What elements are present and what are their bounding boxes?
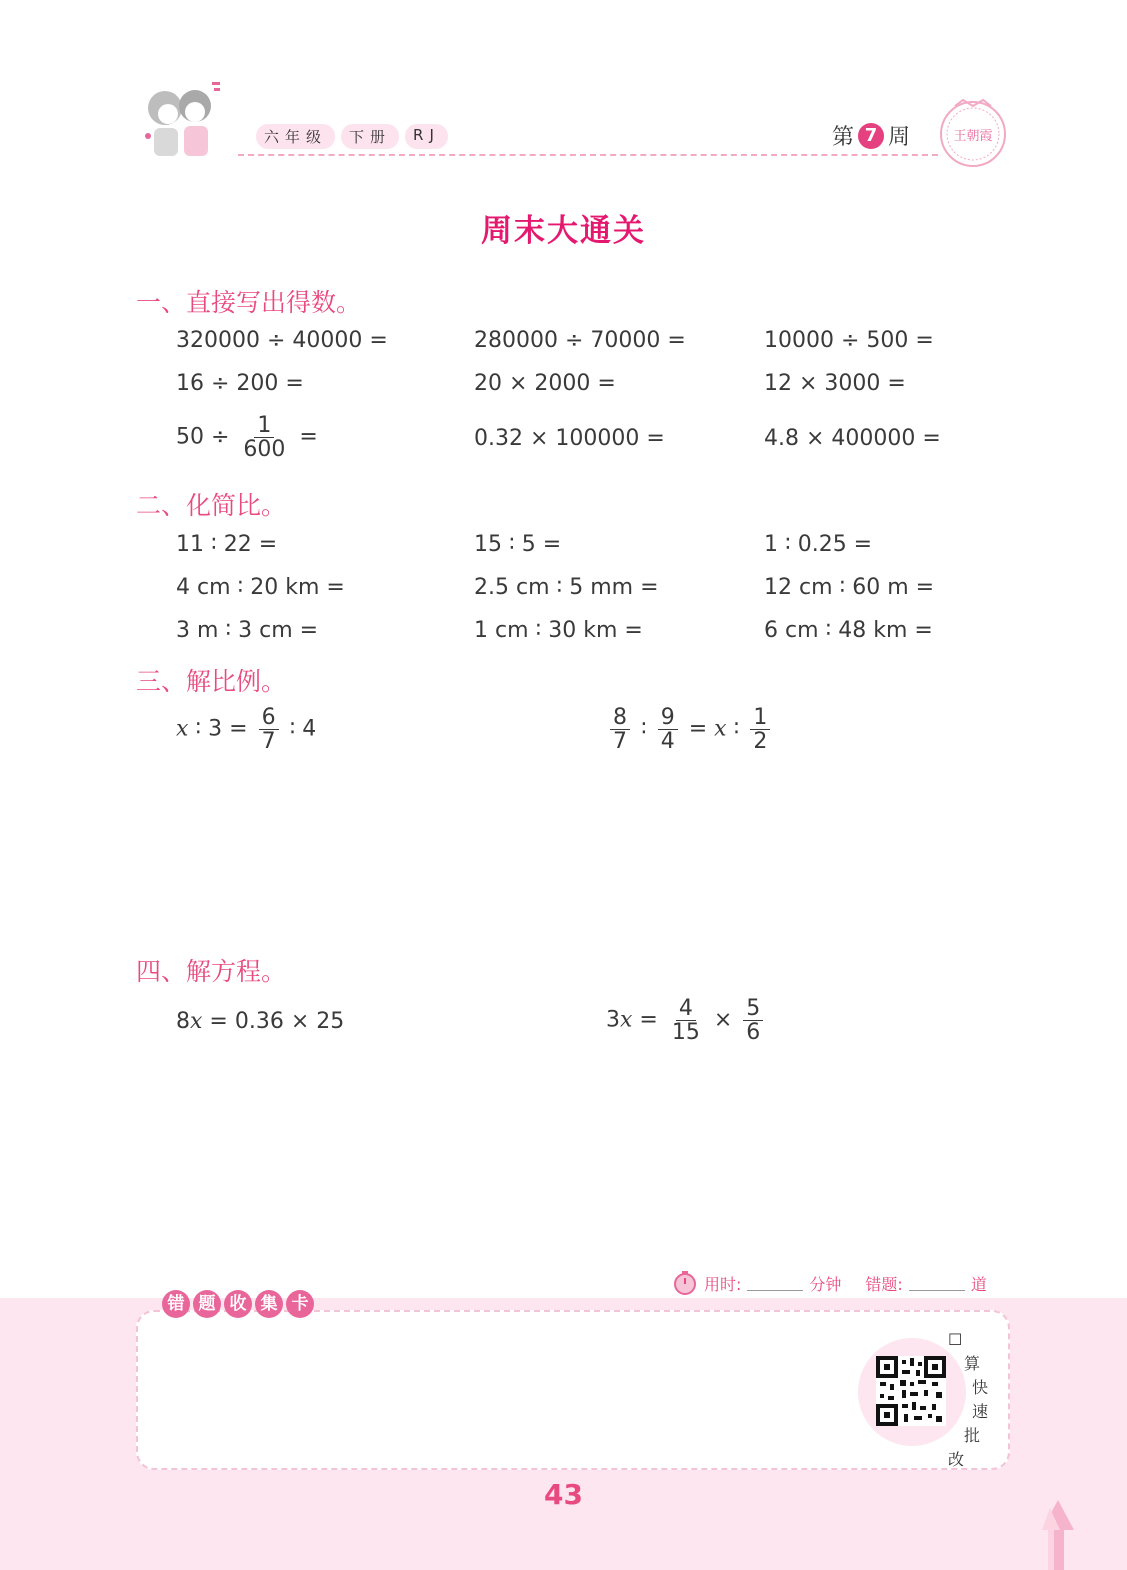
s2-r1-item: 1 ∶ 0.25 =: [764, 532, 873, 557]
fraction: [658, 706, 678, 753]
equals-sign: =: [639, 1007, 658, 1033]
s2-r2-item: 2.5 cm ∶ 5 mm =: [474, 575, 659, 600]
s2-r3-item: 6 cm ∶ 48 km =: [764, 618, 933, 643]
variable-x: x: [714, 716, 727, 742]
section-1-heading: 一、直接写出得数。: [136, 288, 362, 317]
fraction: [669, 997, 703, 1044]
s1-r2-item: 16 ÷ 200 =: [176, 371, 304, 396]
header-divider: [238, 154, 938, 156]
stopwatch-icon: [672, 1270, 698, 1296]
expr-mid: ∶ 3 =: [195, 716, 248, 742]
s1-r3-item: 4.8 × 400000 =: [764, 426, 941, 451]
arrow-decoration-icon: [1040, 1500, 1076, 1570]
s2-r1-item: 15 ∶ 5 =: [474, 532, 562, 557]
expr-tail: =: [299, 424, 318, 450]
fraction-denominator: 7: [613, 729, 627, 755]
week-indicator: [832, 120, 910, 151]
qr-label-char: 批: [964, 1426, 981, 1445]
coefficient: 8: [176, 1009, 190, 1034]
edition-pill: RJ: [405, 124, 448, 149]
page-number: 43: [544, 1478, 583, 1511]
fraction: [610, 706, 630, 753]
s1-r2-item: 12 × 3000 =: [764, 371, 906, 396]
week-prefix: 第: [832, 125, 855, 150]
week-suffix: 周: [888, 125, 911, 150]
fraction: [743, 997, 763, 1044]
equals-sign: =: [688, 716, 708, 742]
s1-r2-item: 20 × 2000 =: [474, 371, 616, 396]
proportion-2-expr: [606, 706, 774, 753]
s1-r1-item: 280000 ÷ 70000 =: [474, 328, 686, 353]
fraction: [750, 706, 770, 753]
card-tab-char: 收: [224, 1290, 252, 1318]
proportion-1-expr: [176, 706, 316, 753]
s1-r3-fraction-item: [176, 414, 318, 461]
fraction-numerator: 6: [259, 706, 279, 730]
errors-unit: 道: [970, 1274, 987, 1294]
time-label: 用时:: [704, 1274, 742, 1294]
errors-blank[interactable]: [909, 1276, 965, 1291]
variable-x: x: [176, 716, 189, 742]
card-tab-char: 卡: [286, 1290, 314, 1318]
fraction-denominator: 15: [671, 1020, 700, 1046]
fraction-numerator: 9: [658, 706, 678, 730]
time-blank[interactable]: [747, 1276, 803, 1291]
fraction-numerator: 5: [743, 997, 763, 1021]
grade-pill: 六年级: [256, 124, 335, 149]
grade-pills: [256, 124, 448, 149]
qr-label: [948, 1328, 988, 1472]
ratio-sign: ∶: [733, 716, 740, 742]
section-2-heading: 二、化简比。: [136, 491, 287, 520]
fraction-denominator: 6: [746, 1020, 761, 1046]
equation-1-expr: [176, 1009, 344, 1034]
fraction-denominator: 7: [261, 729, 276, 755]
fraction-numerator: 4: [676, 997, 696, 1021]
s2-r2-item: 12 cm ∶ 60 m =: [764, 575, 935, 600]
coefficient: 3: [606, 1007, 620, 1033]
ratio-sign: ∶: [641, 716, 647, 742]
fraction-numerator: 1: [750, 706, 770, 730]
qr-code-icon[interactable]: [876, 1356, 946, 1426]
error-card-tab: [162, 1290, 314, 1318]
volume-pill: 下册: [341, 124, 399, 149]
qr-label-char: ☐: [948, 1330, 963, 1349]
s1-r1-item: 10000 ÷ 500 =: [764, 328, 934, 353]
time-errors-row: [672, 1270, 987, 1296]
svg-text:王朝霞: 王朝霞: [953, 129, 993, 144]
fraction-numerator: 8: [610, 706, 630, 730]
qr-label-char: 快: [972, 1378, 989, 1397]
qr-label-char: 改: [948, 1450, 965, 1469]
variable-x: x: [190, 1009, 203, 1034]
qr-label-char: 算: [964, 1354, 981, 1373]
errors-label: 错题:: [865, 1274, 903, 1294]
section-4-heading: 四、解方程。: [136, 957, 287, 986]
fraction-numerator: 1: [254, 414, 274, 438]
fraction: [240, 414, 288, 461]
card-tab-char: 错: [162, 1290, 190, 1318]
fraction-denominator: 2: [753, 729, 768, 755]
fraction: [259, 706, 279, 753]
fraction-denominator: 600: [243, 437, 286, 463]
expr-lead: 50 ÷: [176, 424, 230, 450]
page-title: 周末大通关: [481, 213, 646, 249]
equation-2-expr: [606, 997, 767, 1044]
s2-r1-item: 11 ∶ 22 =: [176, 532, 278, 557]
card-tab-char: 题: [193, 1290, 221, 1318]
card-tab-char: 集: [255, 1290, 283, 1318]
section-3-heading: 三、解比例。: [136, 667, 287, 696]
time-unit: 分钟: [809, 1274, 842, 1294]
s2-r2-item: 4 cm ∶ 20 km =: [176, 575, 345, 600]
expr-rest: = 0.36 × 25: [209, 1009, 345, 1034]
s2-r3-item: 3 m ∶ 3 cm =: [176, 618, 319, 643]
s1-r3-item: 0.32 × 100000 =: [474, 426, 665, 451]
expr-tail: ∶ 4: [289, 716, 317, 742]
s1-r1-item: 320000 ÷ 40000 =: [176, 328, 388, 353]
fraction-denominator: 4: [660, 729, 675, 755]
kids-illustration: [140, 78, 235, 160]
s2-r3-item: 1 cm ∶ 30 km =: [474, 618, 643, 643]
author-seal-logo: [937, 96, 1009, 168]
week-number: 7: [858, 123, 884, 149]
qr-label-char: 速: [972, 1402, 989, 1421]
variable-x: x: [620, 1007, 633, 1033]
times-sign: ×: [713, 1007, 733, 1033]
